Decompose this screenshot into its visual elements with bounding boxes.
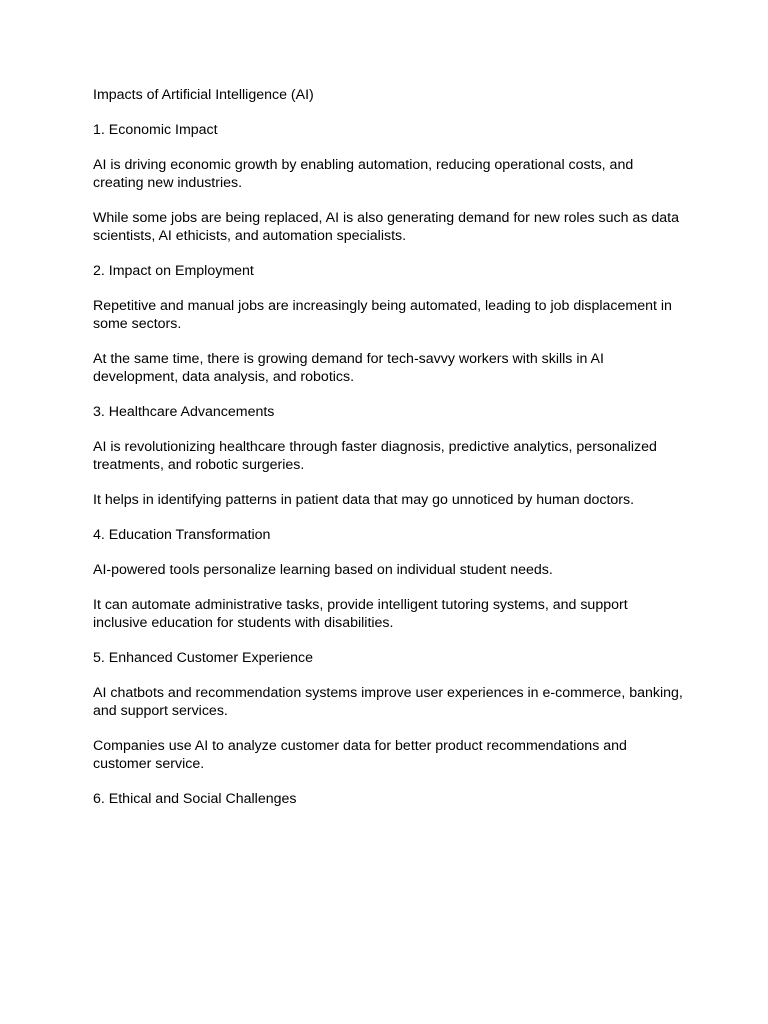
section-heading: 6. Ethical and Social Challenges <box>93 791 297 807</box>
paragraph: It can automate administrative tasks, provide intelligent tutoring systems, and support inclusive education for students with disabilities. <box>93 597 628 631</box>
paragraph: Repetitive and manual jobs are increasingly being automated, leading to job displacement in some sectors. <box>93 298 672 332</box>
section-enhanced-customer-experience <box>93 649 683 773</box>
paragraph: AI is driving economic growth by enabling automation, reducing operational costs, and creating new industries. <box>93 157 634 191</box>
paragraph: AI-powered tools personalize learning based on individual student needs. <box>93 562 553 578</box>
section-heading: 1. Economic Impact <box>93 122 218 138</box>
paragraph: It helps in identifying patterns in patient data that may go unnoticed by human doctors. <box>93 492 635 508</box>
section-ethical-and-social-challenges <box>93 790 683 808</box>
paragraph: While some jobs are being replaced, AI is also generating demand for new roles such as data scientists, AI ethicists, and automation specialists. <box>93 210 679 244</box>
section-heading: 5. Enhanced Customer Experience <box>93 650 314 666</box>
section-education-transformation <box>93 526 683 632</box>
section-heading: 2. Impact on Employment <box>93 263 254 279</box>
paragraph: AI is revolutionizing healthcare through faster diagnosis, predictive analytics, personalized treatments, and robotic surgeries. <box>93 439 657 473</box>
paragraph: Companies use AI to analyze customer data for better product recommendations and customer service. <box>93 738 627 772</box>
paragraph: AI chatbots and recommendation systems improve user experiences in e-commerce, banking, and support services. <box>93 685 683 719</box>
paragraph: At the same time, there is growing demand for tech-savvy workers with skills in AI development, data analysis, and robotics. <box>93 351 604 385</box>
section-impact-on-employment <box>93 262 683 386</box>
document-title: Impacts of Artificial Intelligence (AI) <box>93 87 314 103</box>
section-economic-impact <box>93 121 683 245</box>
section-heading: 3. Healthcare Advancements <box>93 404 275 420</box>
document-body <box>93 86 683 825</box>
section-heading: 4. Education Transformation <box>93 527 271 543</box>
section-healthcare-advancements <box>93 403 683 509</box>
